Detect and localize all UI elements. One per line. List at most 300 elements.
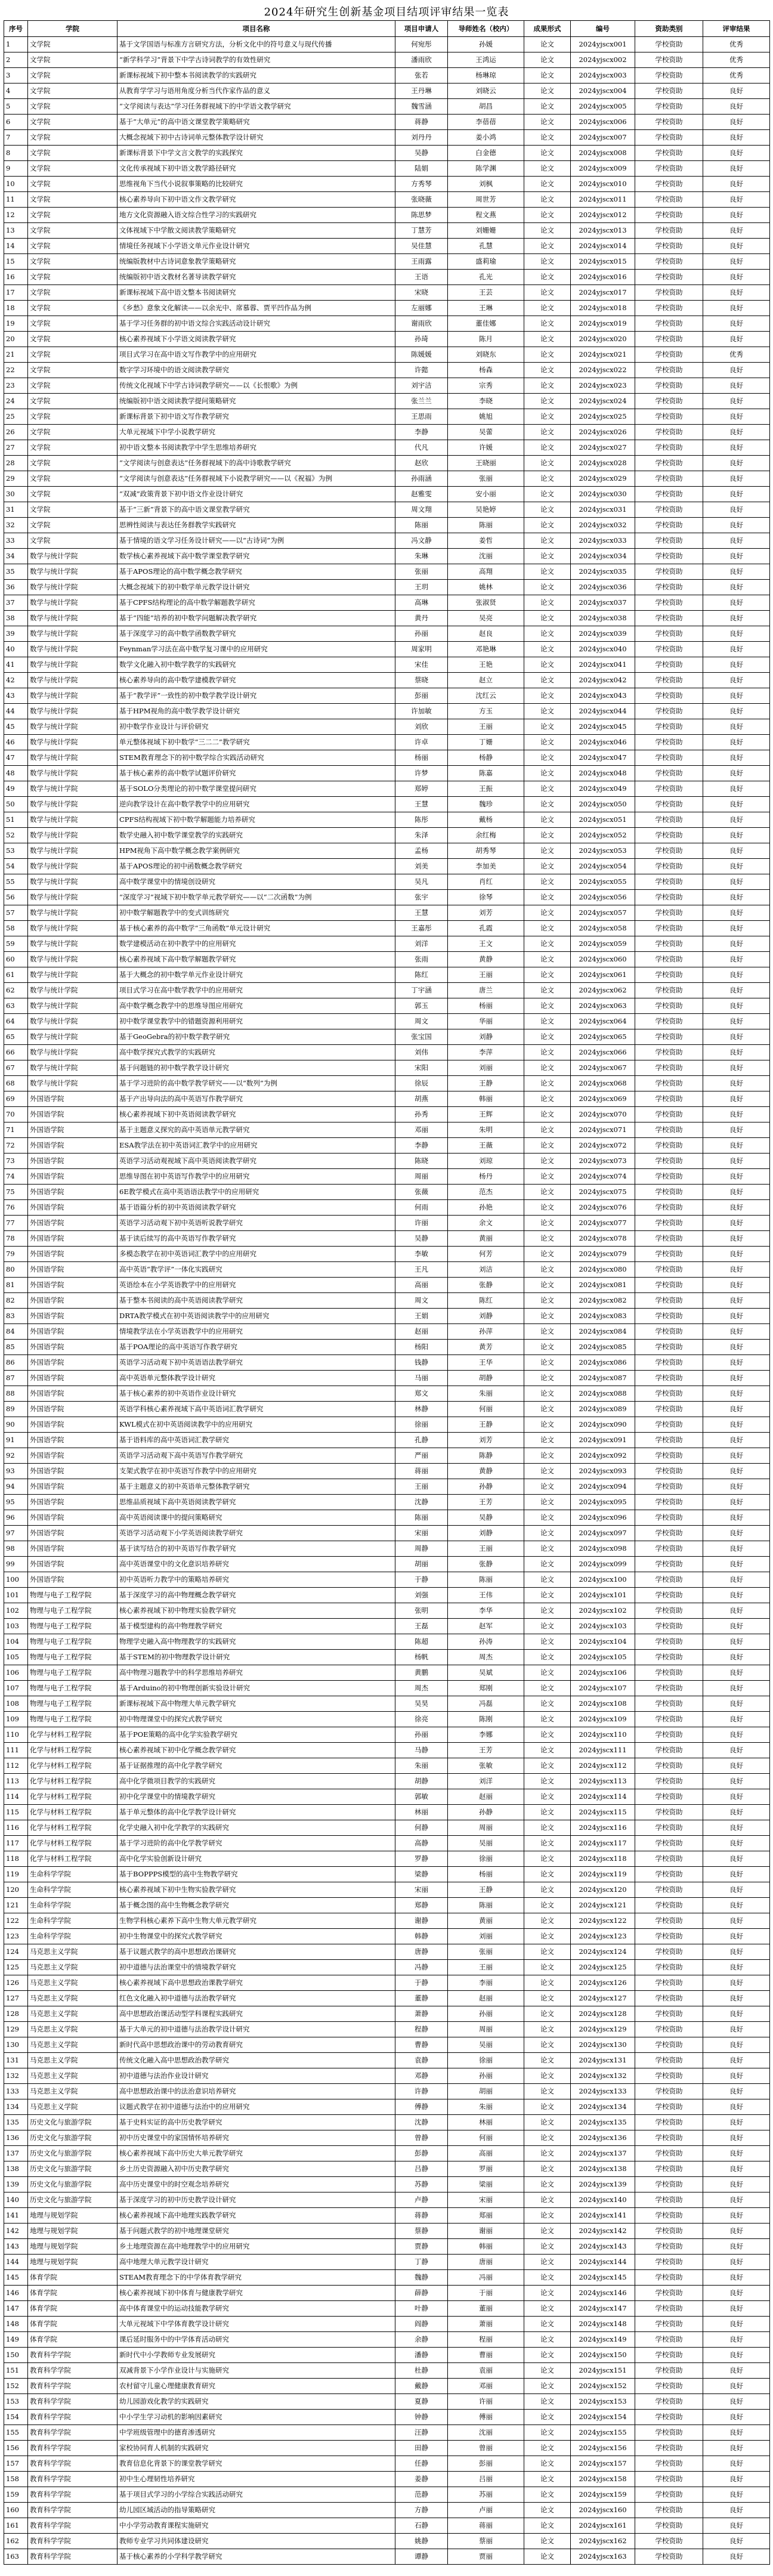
row-advisor: 徐丽 <box>448 2053 524 2068</box>
row-code: 2024yjscx059 <box>571 936 635 952</box>
row-funding-type: 学校资助 <box>635 1076 703 1091</box>
row-advisor: 魏珍 <box>448 797 524 812</box>
row-code: 2024yjscx060 <box>571 952 635 967</box>
row-applicant: 孙丽 <box>395 1727 448 1743</box>
row-project-name: 数学文化融入初中数学教学的实践研究 <box>118 657 395 673</box>
row-funding-type: 学校资助 <box>635 2037 703 2053</box>
row-code: 2024yjscx117 <box>571 1836 635 1851</box>
row-advisor: 余红梅 <box>448 828 524 843</box>
row-project-name: 基于单元整体的高中化学教学设计研究 <box>118 1805 395 1820</box>
row-project-name: 双减背景下小学作业设计与实施研究 <box>118 2363 395 2379</box>
row-advisor: 周世芳 <box>448 192 524 208</box>
row-applicant: 何静 <box>395 1820 448 1836</box>
row-college: 马克思主义学院 <box>28 1975 118 1991</box>
row-project-name: 情境任务视域下小学语文单元作业设计研究 <box>118 239 395 254</box>
row-code: 2024yjscx020 <box>571 332 635 347</box>
row-applicant: 陈晓 <box>395 1154 448 1169</box>
row-index: 5 <box>4 99 28 115</box>
row-applicant: 宋丽 <box>395 1882 448 1898</box>
row-code: 2024yjscx149 <box>571 2332 635 2348</box>
row-applicant: 方秀琴 <box>395 177 448 192</box>
row-code: 2024yjscx031 <box>571 502 635 518</box>
row-college: 数学与统计学院 <box>28 781 118 797</box>
row-applicant: 钱静 <box>395 1355 448 1371</box>
row-output-form: 论文 <box>524 2394 571 2410</box>
row-advisor: 吴丽 <box>448 2037 524 2053</box>
row-college: 文学院 <box>28 347 118 363</box>
table-row <box>4 99 770 115</box>
row-index: 91 <box>4 1433 28 1448</box>
row-applicant: 郑文 <box>395 1386 448 1402</box>
row-advisor: 韩丽 <box>448 2239 524 2255</box>
row-project-name: 基于GeoGebra的初中数学教学研究 <box>118 1029 395 1045</box>
row-result: 良好 <box>703 1572 770 1588</box>
row-project-name: 高中物理习题教学中的科学思维培养研究 <box>118 1665 395 1681</box>
row-project-name: 支架式教学在初中英语写作教学中的应用研究 <box>118 1464 395 1479</box>
table-row <box>4 874 770 890</box>
row-output-form: 论文 <box>524 1774 571 1789</box>
row-project-name: 单元整体视域下初中数学“三二二”教学研究 <box>118 735 395 750</box>
row-project-name: 中小学劳动教育课程实施研究 <box>118 2518 395 2534</box>
row-index: 95 <box>4 1495 28 1510</box>
row-funding-type: 学校资助 <box>635 1060 703 1076</box>
row-index: 107 <box>4 1681 28 1696</box>
row-funding-type: 学校资助 <box>635 719 703 735</box>
row-funding-type: 学校资助 <box>635 1138 703 1154</box>
row-applicant: 夏静 <box>395 2394 448 2410</box>
row-applicant: 徐亮 <box>395 1712 448 1727</box>
row-project-name: 基于问题链的初中数学教学设计研究 <box>118 1060 395 1076</box>
table-row <box>4 905 770 921</box>
table-row <box>4 1433 770 1448</box>
row-funding-type: 学校资助 <box>635 905 703 921</box>
row-code: 2024yjscx034 <box>571 549 635 564</box>
row-result: 良好 <box>703 1200 770 1216</box>
row-college: 外国语学院 <box>28 1510 118 1526</box>
row-result: 良好 <box>703 1960 770 1975</box>
row-index: 114 <box>4 1789 28 1805</box>
row-result: 良好 <box>703 1371 770 1386</box>
row-output-form: 论文 <box>524 843 571 859</box>
row-advisor: 邓艳琳 <box>448 642 524 657</box>
row-college: 物理与电子工程学院 <box>28 1712 118 1727</box>
row-applicant: 王慧 <box>395 905 448 921</box>
row-advisor: 贾丽 <box>448 2549 524 2565</box>
row-result: 良好 <box>703 2146 770 2161</box>
row-output-form: 论文 <box>524 1200 571 1216</box>
row-funding-type: 学校资助 <box>635 2332 703 2348</box>
row-index: 67 <box>4 1060 28 1076</box>
row-advisor: 吴艳婷 <box>448 502 524 518</box>
row-funding-type: 学校资助 <box>635 285 703 301</box>
row-funding-type: 学校资助 <box>635 99 703 115</box>
row-result: 良好 <box>703 1386 770 1402</box>
row-output-form: 论文 <box>524 1634 571 1650</box>
row-code: 2024yjscx129 <box>571 2022 635 2037</box>
row-funding-type: 学校资助 <box>635 2317 703 2332</box>
row-index: 127 <box>4 1991 28 2006</box>
row-result: 良好 <box>703 983 770 998</box>
table-row <box>4 1014 770 1029</box>
row-code: 2024yjscx083 <box>571 1309 635 1324</box>
row-index: 60 <box>4 952 28 967</box>
row-funding-type: 学校资助 <box>635 1014 703 1029</box>
row-project-name: 初中生心理韧性培养研究 <box>118 2472 395 2487</box>
row-funding-type: 学校资助 <box>635 2239 703 2255</box>
row-funding-type: 学校资助 <box>635 1572 703 1588</box>
row-code: 2024yjscx038 <box>571 611 635 626</box>
row-project-name: 英语学习活动观下小学英语阅读教学研究 <box>118 1526 395 1541</box>
row-applicant: 宋晓 <box>395 285 448 301</box>
row-result: 良好 <box>703 378 770 394</box>
row-funding-type: 学校资助 <box>635 1448 703 1464</box>
row-project-name: 基于深度学习的高中物理概念教学研究 <box>118 1588 395 1603</box>
table-row <box>4 611 770 626</box>
row-college: 教育科学学院 <box>28 2549 118 2565</box>
row-advisor: 朱丽 <box>448 1386 524 1402</box>
row-funding-type: 学校资助 <box>635 2456 703 2472</box>
row-advisor: 胡秀琴 <box>448 843 524 859</box>
row-funding-type: 学校资助 <box>635 1433 703 1448</box>
row-project-name: 基于情境的语文学习任务设计研究——以“古诗词”为例 <box>118 533 395 549</box>
row-result: 良好 <box>703 2317 770 2332</box>
row-code: 2024yjscx150 <box>571 2348 635 2363</box>
row-applicant: 刘洋 <box>395 936 448 952</box>
row-result: 良好 <box>703 2130 770 2146</box>
row-applicant: 张丽 <box>395 564 448 580</box>
row-code: 2024yjscx099 <box>571 1557 635 1572</box>
row-output-form: 论文 <box>524 1464 571 1479</box>
row-funding-type: 学校资助 <box>635 1619 703 1634</box>
row-college: 马克思主义学院 <box>28 2099 118 2115</box>
row-applicant: 阎静 <box>395 2317 448 2332</box>
row-code: 2024yjscx023 <box>571 378 635 394</box>
row-project-name: 高中地理大单元教学设计研究 <box>118 2255 395 2270</box>
row-funding-type: 学校资助 <box>635 983 703 998</box>
row-result: 良好 <box>703 2053 770 2068</box>
row-advisor: 王辉 <box>448 1107 524 1122</box>
row-output-form: 论文 <box>524 1417 571 1433</box>
row-college: 数学与统计学院 <box>28 797 118 812</box>
row-funding-type: 学校资助 <box>635 936 703 952</box>
table-row <box>4 2518 770 2534</box>
row-funding-type: 学校资助 <box>635 378 703 394</box>
row-project-name: “深度学习”视域下初中数学单元教学研究——以“二次函数”为例 <box>118 890 395 905</box>
row-code: 2024yjscx089 <box>571 1402 635 1417</box>
row-code: 2024yjscx002 <box>571 52 635 68</box>
table-row <box>4 2549 770 2565</box>
row-result: 良好 <box>703 2301 770 2317</box>
row-college: 体育学院 <box>28 2286 118 2301</box>
row-project-name: 新课标视域下高中语文整本书阅读研究 <box>118 285 395 301</box>
row-applicant: 陈彤 <box>395 812 448 828</box>
table-row <box>4 1122 770 1138</box>
row-index: 133 <box>4 2084 28 2099</box>
table-row <box>4 2068 770 2084</box>
row-index: 116 <box>4 1820 28 1836</box>
row-result: 良好 <box>703 1278 770 1293</box>
row-code: 2024yjscx093 <box>571 1464 635 1479</box>
row-output-form: 论文 <box>524 1898 571 1913</box>
row-advisor: 孙涛 <box>448 1634 524 1650</box>
row-result: 良好 <box>703 642 770 657</box>
row-project-name: 高中英语课堂中的文化意识培养研究 <box>118 1557 395 1572</box>
row-index: 122 <box>4 1913 28 1929</box>
table-row <box>4 378 770 394</box>
row-applicant: 曹静 <box>395 2037 448 2053</box>
row-index: 105 <box>4 1650 28 1665</box>
row-project-name: 基于议题式教学的高中思想政治课研究 <box>118 1944 395 1960</box>
row-applicant: 胡静 <box>395 1774 448 1789</box>
table-row <box>4 1696 770 1712</box>
row-applicant: 王磊 <box>395 1619 448 1634</box>
row-output-form: 论文 <box>524 812 571 828</box>
row-index: 108 <box>4 1696 28 1712</box>
row-college: 生命科学学院 <box>28 1882 118 1898</box>
table-row <box>4 657 770 673</box>
row-advisor: 王静 <box>448 1882 524 1898</box>
row-funding-type: 学校资助 <box>635 2224 703 2239</box>
row-result: 良好 <box>703 1402 770 1417</box>
row-output-form: 论文 <box>524 208 571 223</box>
row-index: 48 <box>4 766 28 781</box>
row-output-form: 论文 <box>524 1650 571 1665</box>
row-index: 30 <box>4 487 28 502</box>
row-applicant: 孙丽 <box>395 626 448 642</box>
row-project-name: 英语学习活动观视域下高中英语阅读教学研究 <box>118 1154 395 1169</box>
table-row <box>4 1169 770 1185</box>
row-code: 2024yjscx130 <box>571 2037 635 2053</box>
row-college: 外国语学院 <box>28 1107 118 1122</box>
row-applicant: 许丽 <box>395 1216 448 1231</box>
row-result: 良好 <box>703 1758 770 1774</box>
row-funding-type: 学校资助 <box>635 1650 703 1665</box>
row-output-form: 论文 <box>524 301 571 316</box>
row-index: 111 <box>4 1743 28 1758</box>
row-output-form: 论文 <box>524 192 571 208</box>
row-project-name: 核心素养导向下初中语文作文教学研究 <box>118 192 395 208</box>
row-college: 外国语学院 <box>28 1122 118 1138</box>
row-code: 2024yjscx065 <box>571 1029 635 1045</box>
row-funding-type: 学校资助 <box>635 1371 703 1386</box>
row-applicant: 张宇 <box>395 890 448 905</box>
row-index: 21 <box>4 347 28 363</box>
row-result: 良好 <box>703 2348 770 2363</box>
row-project-name: 基于HPM视角的高中数学教学设计研究 <box>118 704 395 719</box>
row-advisor: 安小丽 <box>448 487 524 502</box>
row-output-form: 论文 <box>524 1603 571 1619</box>
row-output-form: 论文 <box>524 84 571 99</box>
row-applicant: 马丽 <box>395 1371 448 1386</box>
row-applicant: 石静 <box>395 2518 448 2534</box>
row-advisor: 许媛 <box>448 440 524 456</box>
table-row <box>4 239 770 254</box>
row-funding-type: 学校资助 <box>635 347 703 363</box>
row-code: 2024yjscx118 <box>571 1851 635 1867</box>
table-row <box>4 642 770 657</box>
row-advisor: 王丽 <box>448 967 524 983</box>
row-advisor: 赵立 <box>448 673 524 688</box>
row-funding-type: 学校资助 <box>635 146 703 161</box>
row-result: 良好 <box>703 1076 770 1091</box>
header-funding-type: 资助类别 <box>635 21 703 37</box>
row-project-name: 核心素养导向的高中数学建模教学研究 <box>118 673 395 688</box>
row-advisor: 彭丽 <box>448 2456 524 2472</box>
row-advisor: 林丽 <box>448 2115 524 2130</box>
row-output-form: 论文 <box>524 1851 571 1867</box>
row-result: 良好 <box>703 1774 770 1789</box>
row-funding-type: 学校资助 <box>635 1681 703 1696</box>
row-college: 数学与统计学院 <box>28 595 118 611</box>
row-output-form: 论文 <box>524 781 571 797</box>
row-index: 136 <box>4 2130 28 2146</box>
row-output-form: 论文 <box>524 735 571 750</box>
row-advisor: 刘丽 <box>448 1929 524 1944</box>
row-college: 教育科学学院 <box>28 2503 118 2518</box>
row-applicant: 陈思梦 <box>395 208 448 223</box>
row-code: 2024yjscx063 <box>571 998 635 1014</box>
row-result: 良好 <box>703 2099 770 2115</box>
row-output-form: 论文 <box>524 2363 571 2379</box>
row-result: 良好 <box>703 2379 770 2394</box>
row-advisor: 邓丽 <box>448 2379 524 2394</box>
row-index: 41 <box>4 657 28 673</box>
row-code: 2024yjscx104 <box>571 1634 635 1650</box>
row-output-form: 论文 <box>524 1355 571 1371</box>
row-output-form: 论文 <box>524 983 571 998</box>
row-college: 数学与统计学院 <box>28 735 118 750</box>
row-college: 教育科学学院 <box>28 2456 118 2472</box>
row-advisor: 王丽 <box>448 1541 524 1557</box>
row-applicant: 任静 <box>395 2456 448 2472</box>
row-index: 80 <box>4 1262 28 1278</box>
row-result: 良好 <box>703 270 770 285</box>
row-result: 良好 <box>703 1495 770 1510</box>
row-index: 73 <box>4 1154 28 1169</box>
row-advisor: 姚林 <box>448 580 524 595</box>
row-advisor: 刘芳 <box>448 905 524 921</box>
row-advisor: 何丽 <box>448 1402 524 1417</box>
row-project-name: 传统文化视域下中学古诗词教学研究——以《长恨歌》为例 <box>118 378 395 394</box>
table-row <box>4 766 770 781</box>
row-applicant: 孟杨 <box>395 843 448 859</box>
row-code: 2024yjscx102 <box>571 1603 635 1619</box>
row-index: 18 <box>4 301 28 316</box>
row-result: 良好 <box>703 2006 770 2022</box>
row-output-form: 论文 <box>524 657 571 673</box>
row-advisor: 范杰 <box>448 1185 524 1200</box>
row-applicant: 刘强 <box>395 1588 448 1603</box>
row-output-form: 论文 <box>524 394 571 409</box>
row-output-form: 论文 <box>524 1293 571 1309</box>
row-college: 外国语学院 <box>28 1526 118 1541</box>
row-code: 2024yjscx158 <box>571 2472 635 2487</box>
row-funding-type: 学校资助 <box>635 766 703 781</box>
row-funding-type: 学校资助 <box>635 1727 703 1743</box>
row-applicant: 杜静 <box>395 2363 448 2379</box>
table-row <box>4 1216 770 1231</box>
row-advisor: 刘洁 <box>448 1262 524 1278</box>
row-college: 物理与电子工程学院 <box>28 1696 118 1712</box>
row-applicant: 谭静 <box>395 2549 448 2565</box>
row-college: 文学院 <box>28 533 118 549</box>
row-output-form: 论文 <box>524 1510 571 1526</box>
row-output-form: 论文 <box>524 2410 571 2425</box>
table-row <box>4 1107 770 1122</box>
row-index: 79 <box>4 1247 28 1262</box>
row-project-name: 基于项目式学习的小学综合实践活动研究 <box>118 2487 395 2503</box>
table-row <box>4 1278 770 1293</box>
row-applicant: 何雨 <box>395 1200 448 1216</box>
row-output-form: 论文 <box>524 2053 571 2068</box>
table-row <box>4 332 770 347</box>
row-code: 2024yjscx011 <box>571 192 635 208</box>
row-code: 2024yjscx085 <box>571 1340 635 1355</box>
row-project-name: 新课标视域下初中整本书阅读教学的实践研究 <box>118 68 395 84</box>
table-row <box>4 502 770 518</box>
row-college: 文学院 <box>28 130 118 146</box>
row-applicant: 朱泽 <box>395 828 448 843</box>
row-code: 2024yjscx155 <box>571 2425 635 2441</box>
row-funding-type: 学校资助 <box>635 394 703 409</box>
table-row <box>4 1185 770 1200</box>
row-college: 历史文化与旅游学院 <box>28 2146 118 2161</box>
row-index: 129 <box>4 2022 28 2037</box>
row-project-name: 核心素养视域下初中体育与健康教学研究 <box>118 2286 395 2301</box>
table-row <box>4 2115 770 2130</box>
row-index: 89 <box>4 1402 28 1417</box>
row-result: 良好 <box>703 2084 770 2099</box>
row-college: 文学院 <box>28 68 118 84</box>
row-index: 31 <box>4 502 28 518</box>
row-index: 146 <box>4 2286 28 2301</box>
row-funding-type: 学校资助 <box>635 2053 703 2068</box>
row-applicant: 郭玉 <box>395 998 448 1014</box>
row-result: 良好 <box>703 487 770 502</box>
row-funding-type: 学校资助 <box>635 1805 703 1820</box>
row-college: 马克思主义学院 <box>28 1991 118 2006</box>
row-code: 2024yjscx005 <box>571 99 635 115</box>
row-advisor: 袁丽 <box>448 2363 524 2379</box>
row-project-name: 基于POE策略的高中化学实验教学研究 <box>118 1727 395 1743</box>
row-applicant: 蒋静 <box>395 115 448 130</box>
row-index: 120 <box>4 1882 28 1898</box>
row-code: 2024yjscx075 <box>571 1185 635 1200</box>
row-project-name: 教育信息化背景下的课堂教学研究 <box>118 2456 395 2472</box>
row-advisor: 刘洋 <box>448 1774 524 1789</box>
row-advisor: 傅丽 <box>448 2410 524 2425</box>
row-funding-type: 学校资助 <box>635 1216 703 1231</box>
row-result: 良好 <box>703 161 770 177</box>
row-college: 外国语学院 <box>28 1247 118 1262</box>
row-college: 数学与统计学院 <box>28 704 118 719</box>
row-advisor: 杨丽 <box>448 1867 524 1882</box>
row-output-form: 论文 <box>524 254 571 270</box>
row-funding-type: 学校资助 <box>635 611 703 626</box>
row-applicant: 张薇 <box>395 1185 448 1200</box>
row-funding-type: 学校资助 <box>635 332 703 347</box>
row-output-form: 论文 <box>524 2286 571 2301</box>
row-college: 教育科学学院 <box>28 2425 118 2441</box>
row-applicant: 刘伟 <box>395 1045 448 1060</box>
row-index: 49 <box>4 781 28 797</box>
row-index: 161 <box>4 2518 28 2534</box>
row-applicant: 吴佳慧 <box>395 239 448 254</box>
row-output-form: 论文 <box>524 936 571 952</box>
row-funding-type: 学校资助 <box>635 1991 703 2006</box>
row-funding-type: 学校资助 <box>635 2518 703 2534</box>
row-funding-type: 学校资助 <box>635 1588 703 1603</box>
